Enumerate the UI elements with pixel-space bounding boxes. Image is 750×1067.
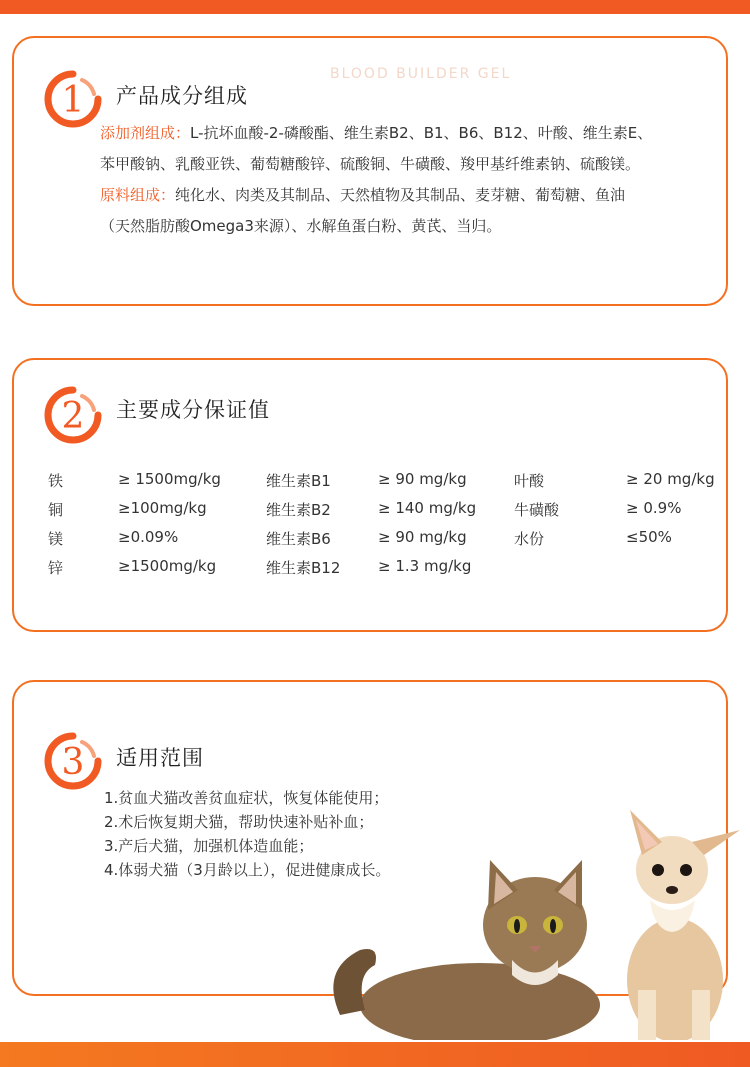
- table-cell-value: ≥ 1.3 mg/kg: [378, 557, 472, 575]
- table-cell-name: 维生素B6: [266, 530, 331, 548]
- table-cell-name: 铁: [48, 472, 64, 490]
- list-item: 4.体弱犬猫（3月龄以上），促进健康成长。: [104, 861, 391, 879]
- raw-label: 原料组成：: [100, 186, 176, 204]
- table-cell-name: 维生素B2: [266, 501, 331, 519]
- additives-label: 添加剂组成：: [100, 124, 191, 142]
- section-title-usage: 适用范围: [116, 746, 204, 770]
- raw-line-2: （天然脂肪酸Omega3来源）、水解鱼蛋白粉、黄芪、当归。: [100, 217, 502, 235]
- number-badge-3: [42, 730, 104, 792]
- table-cell-value: ≥ 90 mg/kg: [378, 528, 467, 546]
- badge-number-1: 1: [61, 80, 85, 121]
- table-cell-name: 镁: [48, 530, 64, 548]
- number-badge-1: [42, 68, 104, 130]
- additives-line-2: 苯甲酸钠、乳酸亚铁、葡萄糖酸锌、硫酸铜、牛磺酸、羧甲基纤维素钠、硫酸镁。: [100, 155, 641, 173]
- table-cell-value: ≥ 0.9%: [626, 499, 682, 517]
- table-cell-name: 水份: [514, 530, 545, 548]
- table-cell-value: ≥1500mg/kg: [118, 557, 217, 575]
- table-cell-value: ≥ 140 mg/kg: [378, 499, 477, 517]
- watermark-text: BLOOD BUILDER GEL: [330, 66, 512, 82]
- ingredients-text: [100, 118, 710, 242]
- table-cell-value: ≤50%: [626, 528, 672, 546]
- list-item: 3.产后犬猫，加强机体造血能；: [104, 837, 314, 855]
- table-cell-value: ≥100mg/kg: [118, 499, 207, 517]
- additives-line-1: [100, 118, 710, 149]
- section-title-ingredients: 产品成分组成: [116, 84, 248, 108]
- table-cell-name: 叶酸: [514, 472, 545, 490]
- table-cell-value: ≥ 90 mg/kg: [378, 470, 467, 488]
- badge-number-3: 3: [61, 742, 85, 783]
- additives-text-1: L-抗坏血酸-2-磷酸酯、维生素B2、B1、B6、B12、叶酸、维生素E、: [190, 124, 653, 142]
- list-item: 1.贫血犬猫改善贫血症状，恢复体能使用；: [104, 789, 389, 807]
- table-cell-name: 维生素B1: [266, 472, 331, 490]
- badge-number-2: 2: [61, 396, 85, 437]
- table-cell-value: ≥ 20 mg/kg: [626, 470, 715, 488]
- cat-and-dog-image: [320, 800, 750, 1040]
- section-title-guaranteed: 主要成分保证值: [116, 398, 270, 422]
- table-cell-name: 维生素B12: [266, 559, 341, 577]
- top-accent-bar: [0, 0, 750, 14]
- raw-text-1: 纯化水、肉类及其制品、天然植物及其制品、麦芽糖、葡萄糖、鱼油: [175, 186, 626, 204]
- number-badge-2: [42, 384, 104, 446]
- table-cell-value: ≥0.09%: [118, 528, 179, 546]
- list-item: 2.术后恢复期犬猫，帮助快速补贴补血；: [104, 813, 374, 831]
- bottom-accent-bar: [0, 1042, 750, 1067]
- table-cell-name: 铜: [48, 501, 64, 519]
- raw-line-1: [100, 180, 710, 211]
- table-cell-name: 锌: [48, 559, 64, 577]
- table-cell-value: ≥ 1500mg/kg: [118, 470, 221, 488]
- table-cell-name: 牛磺酸: [514, 501, 560, 519]
